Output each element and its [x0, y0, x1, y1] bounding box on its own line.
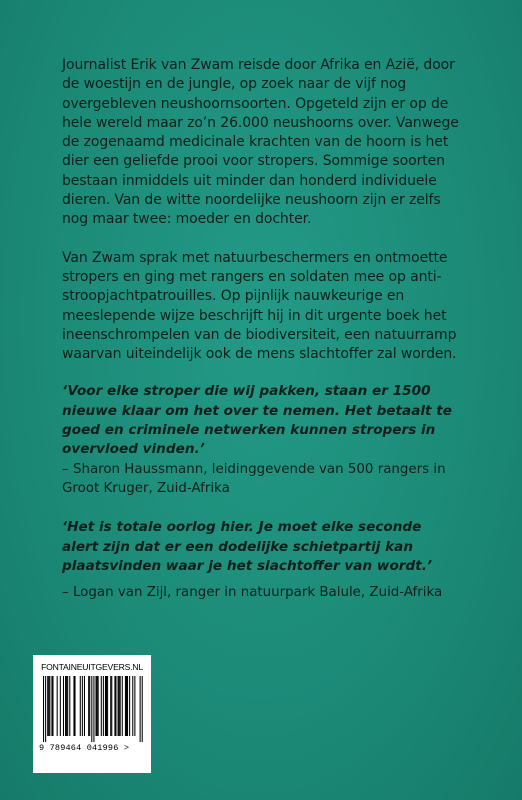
- barcode-bar: [73, 676, 74, 736]
- barcode-bar: [126, 676, 127, 736]
- barcode-bar: [63, 676, 64, 736]
- barcode-bar: [52, 676, 53, 736]
- barcode-bar: [106, 676, 107, 736]
- barcode-bar: [98, 676, 99, 736]
- barcode-bar: [125, 676, 126, 736]
- barcode-bar: [43, 676, 44, 742]
- barcode-bar: [114, 676, 115, 736]
- barcode-bar: [47, 676, 48, 736]
- isbn-barcode: [33, 655, 151, 773]
- barcode-bar: [107, 676, 108, 736]
- barcode-bar: [65, 676, 66, 736]
- barcode-bar: [84, 676, 85, 736]
- barcode-bar: [91, 676, 92, 742]
- barcode-bar: [142, 676, 143, 742]
- barcode-bar: [97, 676, 98, 736]
- barcode-bar: [132, 676, 133, 736]
- barcode-bar: [69, 676, 70, 736]
- quote-1-attribution: – Sharon Haussmann, leidinggevende van 500 rangers in Groot Kruger, Zuid-Afrika: [62, 461, 446, 496]
- barcode-bar: [75, 676, 76, 736]
- quote-2: ‘Het is totale oorlog hier. Je moet elke seconde alert zijn dat er een dodelijke schietpartij kan plaatsvinden waar je het slachtoffer van wordt.’: [62, 519, 433, 574]
- barcode-bar: [88, 676, 89, 736]
- quote-1: ‘Voor elke stroper die wij pakken, staan er 1500 nieuwe klaar om het over te nemen. Het betaalt te goed en criminele netwerken kunnen stropers in overvloed vinden.’: [62, 383, 452, 458]
- barcode-bar: [80, 676, 81, 736]
- barcode-bar: [120, 676, 121, 736]
- barcode-bar: [49, 676, 50, 736]
- isbn-number: 9 789464 041996 >: [39, 743, 130, 753]
- barcode-bar: [111, 676, 112, 736]
- barcode-bar: [127, 676, 128, 736]
- barcode-bar: [101, 676, 102, 736]
- barcode-bar: [118, 676, 119, 736]
- barcode-bar: [82, 676, 83, 736]
- barcode-bar: [48, 676, 49, 736]
- back-cover-text: [62, 56, 462, 602]
- barcode-bar: [93, 676, 94, 742]
- barcode-bar: [140, 676, 141, 742]
- barcode-bar: [119, 676, 120, 736]
- barcode-bar: [134, 676, 135, 736]
- barcode-bar: [122, 676, 123, 736]
- barcode-bar: [129, 676, 130, 736]
- barcode-bar: [51, 676, 52, 736]
- barcode-bar: [105, 676, 106, 736]
- barcode-bar: [89, 676, 90, 736]
- barcode-bar: [66, 676, 67, 736]
- barcode-bars: [39, 676, 145, 742]
- blurb-paragraph-1: Journalist Erik van Zwam reisde door Afrika en Azië, door de woestijn en de jungle, op zoek naar de vijf nog overgebleven neushoornsoorten. Opgeteld zijn er op de hele wereld maar zo’n 26.000 neushoorns over. Vanwege de zogenaamd medicinale krachten van de hoorn is het dier een geliefde prooi voor stropers. Sommige soorten bestaan inmiddels uit minder dan honderd individuele dieren. Van de witte noordelijke neushoorn zijn er zelfs nog maar twee: moeder en dochter.: [62, 57, 459, 228]
- barcode-bar: [110, 676, 111, 736]
- barcode-bar: [103, 676, 104, 736]
- publisher-url: FONTAINEUITGEVERS.NL: [41, 662, 143, 672]
- barcode-bar: [96, 676, 97, 736]
- barcode-bar: [45, 676, 46, 742]
- barcode-bar: [115, 676, 116, 736]
- quote-2-attribution: – Logan van Zijl, ranger in natuurpark Balule, Zuid-Afrika: [62, 585, 443, 601]
- barcode-bar: [60, 676, 61, 736]
- barcode-bar: [67, 676, 68, 736]
- blurb-paragraph-2: Van Zwam sprak met natuurbeschermers en ontmoette stropers en ging met rangers en soldaten mee op anti-stroopjachtpatrouilles. Op pijnlijk nauwkeurige en meeslepende wijze beschrijft hij in dit urgente boek het ineenschrompelen van de biodiversiteit, een natuurramp waarvan uiteindelijk ook de mens slachtoffer zal worden.: [62, 249, 457, 363]
- barcode-bar: [57, 676, 58, 736]
